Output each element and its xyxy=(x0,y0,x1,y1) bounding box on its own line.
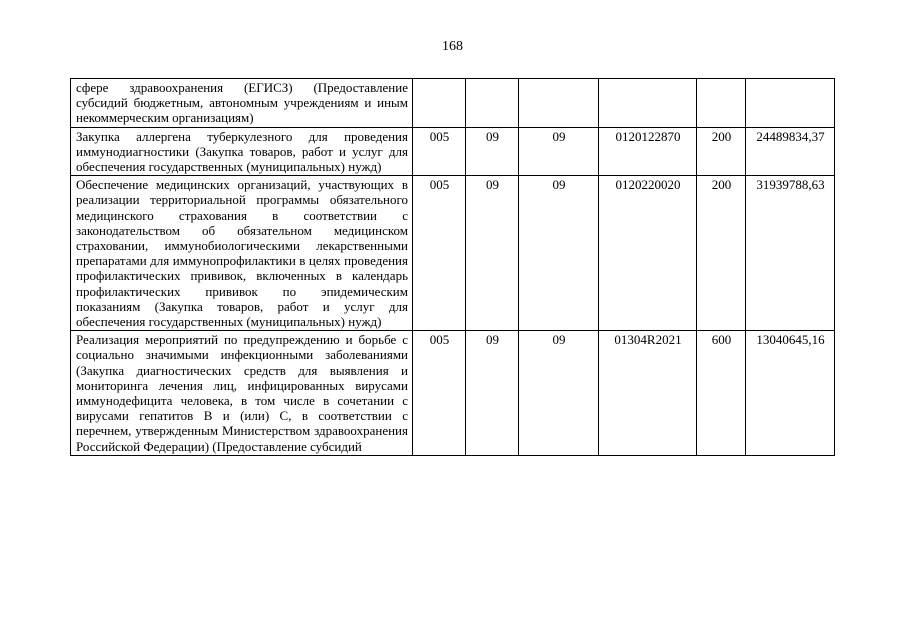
ministry-code-cell: 005 xyxy=(413,176,466,331)
table-row xyxy=(71,127,835,176)
target-article-cell: 0120220020 xyxy=(599,176,697,331)
amount-cell: 24489834,37 xyxy=(746,127,835,176)
target-article-cell: 01304R2021 xyxy=(599,331,697,456)
section-code-cell: 09 xyxy=(466,176,519,331)
expense-name-cell: Реализация мероприятий по предупреждению и борьбе с социально значимыми инфекционными заболеваниями (Закупка диагностических средств для выявления и мониторинга лечения лиц, инфицированных вирусами иммунодефицита человека, в том числе в сочетании с вирусами гепатитов B и (или) C, в соответствии с перечнем, утвержденным Министерством здравоохранения Российской Федерации) (Предоставление субсидий xyxy=(71,331,413,456)
subsection-code-cell xyxy=(519,79,599,128)
expense-type-cell: 600 xyxy=(697,331,746,456)
amount-cell: 31939788,63 xyxy=(746,176,835,331)
ministry-code-cell xyxy=(413,79,466,128)
ministry-code-cell: 005 xyxy=(413,127,466,176)
section-code-cell xyxy=(466,79,519,128)
ministry-code-cell: 005 xyxy=(413,331,466,456)
table-row xyxy=(71,79,835,128)
expense-type-cell: 200 xyxy=(697,127,746,176)
subsection-code-cell: 09 xyxy=(519,127,599,176)
target-article-cell xyxy=(599,79,697,128)
expense-name-cell: сфере здравоохранения (ЕГИСЗ) (Предоставление субсидий бюджетным, автономным учреждениям и иным некоммерческим организациям) xyxy=(71,79,413,128)
table-row xyxy=(71,331,835,456)
expense-type-cell: 200 xyxy=(697,176,746,331)
subsection-code-cell: 09 xyxy=(519,176,599,331)
budget-table xyxy=(70,78,835,456)
subsection-code-cell: 09 xyxy=(519,331,599,456)
expense-name-cell: Закупка аллергена туберкулезного для проведения иммунодиагностики (Закупка товаров, работ и услуг для обеспечения государственных (муниципальных) нужд) xyxy=(71,127,413,176)
page-number: 168 xyxy=(442,39,463,54)
expense-name-cell: Обеспечение медицинских организаций, участвующих в реализации территориальной программы обязательного медицинского страхования в соответствии с законодательством об обязательном медицинском страховании, иммунобиологическими лекарственными препаратами для иммунопрофилактики в целях проведения профилактических прививок, включенных в календарь профилактических прививок по эпидемическим показаниям (Закупка товаров, работ и услуг для обеспечения государственных (муниципальных) нужд) xyxy=(71,176,413,331)
section-code-cell: 09 xyxy=(466,331,519,456)
section-code-cell: 09 xyxy=(466,127,519,176)
expense-type-cell xyxy=(697,79,746,128)
table-row xyxy=(71,176,835,331)
target-article-cell: 0120122870 xyxy=(599,127,697,176)
amount-cell: 13040645,16 xyxy=(746,331,835,456)
amount-cell xyxy=(746,79,835,128)
